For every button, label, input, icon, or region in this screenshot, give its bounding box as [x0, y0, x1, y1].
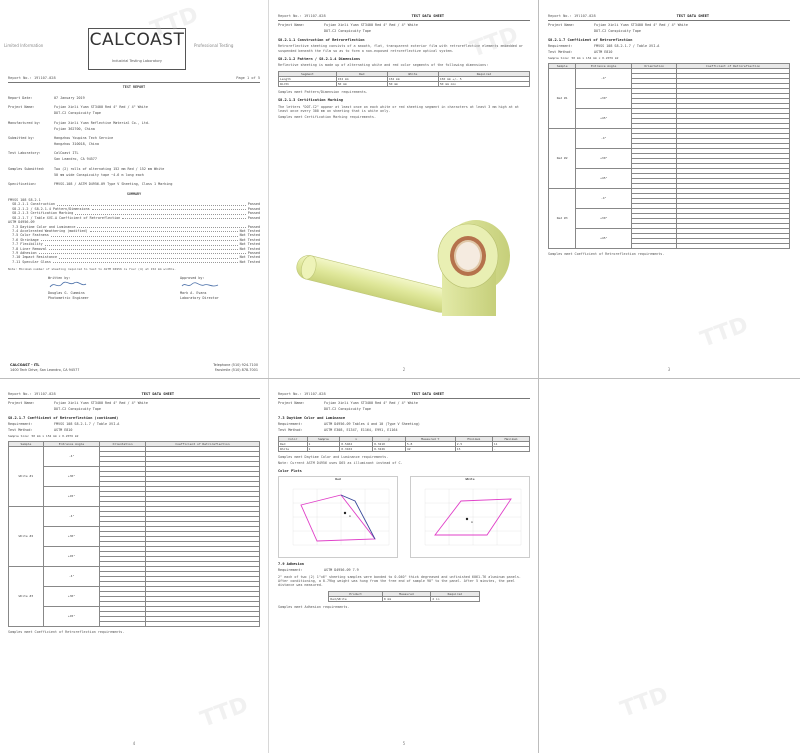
- summary-title: SUMMARY: [126, 191, 142, 196]
- sample-group-cell: White #3: [9, 566, 44, 626]
- adhesion-table: [328, 591, 479, 602]
- entrance-angle-cell: -4°: [43, 506, 99, 526]
- retro-table-red: [548, 63, 790, 249]
- lab-label: Test Laboratory:: [8, 151, 41, 156]
- page-2: Report No.: 19l107-028 TEST DATA SHEET Project Name: Fujian Xinli Yuan ST3400 Red 4" Red / 4" White DOT-C2 Conspicuity Tape S8.2.1.1 Construction of Retroreflection Retroreflective sheeting consists of a smooth, flat, transparent exterior film with retroreflective elements embedded or suspended beneath the film so as to form a non-exposed retroreflective optical system. S8.2.1.2 Pattern / S8.2.1.4 Dimensions Reflective sheeting is made up of alternating white and red color segments of the following dimensions: Segment Red White Required Length 152 mm 152 mm 150 mm +/- 5 Width 50 mm 50 mm 50 mm min Samples meet Pattern/Dimension requirements. S8.2.1.3 Certification Marking The letters "DOT-C2" appear at least once on each white or red sheeting segment in characters at least 3 mm high at at least once every 300 mm on sheeting that is white only. Samples meet Certification Marking requirements. 2: [272, 4, 536, 376]
- page-1: [2, 4, 266, 376]
- retro-white-result: Samples meet Coefficient of Retroreflection requirements.: [8, 629, 125, 634]
- table-cell: 152 mm: [387, 76, 438, 81]
- table-header-cell: Sample: [549, 63, 576, 68]
- retro-table-white: [8, 441, 260, 627]
- table-cell: 0 mm: [382, 596, 430, 601]
- manufacturer-2: Fujian 362700, China: [54, 126, 95, 131]
- table-cell: 152 mm: [336, 76, 387, 81]
- entrance-angle-cell: +45°: [43, 606, 99, 626]
- table-header-cell: Sample: [9, 441, 44, 446]
- summary-item: 7.11 Specular Gloss Not Tested: [8, 259, 260, 264]
- table-header-cell: Minimum: [455, 436, 492, 441]
- table-cell: Width: [279, 81, 337, 86]
- summary-item: S8.2.1.7 / Table XVI-A Coefficient of Retroreflection Passed: [8, 215, 260, 220]
- sample-size: Sample Size: 50 mm x 152 mm x 0.2076 m2: [548, 56, 619, 61]
- plot-white: [411, 481, 529, 555]
- table-cell: Length: [279, 76, 337, 81]
- entrance-angle-cell: +30°: [43, 586, 99, 606]
- adhesion-result: Samples meet Adhesion requirements.: [278, 604, 350, 609]
- report-title: TEST REPORT: [122, 85, 146, 90]
- table-header-cell: Measured Y: [405, 436, 455, 441]
- pattern-heading: S8.2.1.2 Pattern / S8.2.1.4 Dimensions: [278, 57, 361, 62]
- table-header-cell: Orientation: [100, 441, 146, 446]
- pattern-text: Reflective sheeting is made up of alternating white and red color segments of the following dimensions:: [278, 63, 489, 68]
- table-cell: 50 mm: [387, 81, 438, 86]
- table-header-cell: Orientation: [632, 63, 677, 68]
- sample-group-cell: White #2: [9, 506, 44, 566]
- submitted-by-2: Hangzhou 310018, China: [54, 142, 99, 147]
- table-cell: 0.3210: [373, 441, 406, 446]
- table-cell: 15: [455, 446, 492, 451]
- page-5-number: 5: [402, 740, 406, 746]
- table-header-cell: Product: [329, 591, 382, 596]
- watermark: TTD: [467, 22, 522, 63]
- summary-item: 7.7 Flexibility Not Tested: [8, 242, 260, 247]
- table-cell: 0.3102: [340, 446, 373, 451]
- table-header-cell: Sample: [307, 436, 340, 441]
- plot-red: [279, 481, 397, 555]
- plot-white-title: White: [465, 476, 475, 481]
- test-lab: CalCoast ITL: [54, 151, 79, 156]
- table-row: [279, 446, 530, 451]
- samples-2: 50 mm wide Conspicuity tape ~4.6 m long each: [54, 172, 144, 177]
- entrance-angle-cell: +45°: [43, 486, 99, 506]
- project-name: Fujian Xinli Yuan ST3400 Red 4" Red / 4" White: [54, 105, 148, 110]
- page-3-header: Report No.: 19l107-028 TEST DATA SHEET: [548, 14, 710, 18]
- report-date-label: Report Date:: [8, 95, 33, 100]
- report-date: 07 January 2019: [54, 95, 85, 100]
- tape-roll: [438, 220, 510, 316]
- rolled-tape-tube: [294, 253, 455, 315]
- spec-label: Specification:: [8, 182, 37, 187]
- construction-heading: S8.2.1.1 Construction of Retroreflection: [278, 37, 365, 42]
- page-4-number: 4: [132, 740, 136, 746]
- construction-text: Retroreflective sheeting consists of a smooth, flat, transparent exterior film with retroreflective elements embedded or suspended beneath the film so as to form a non-exposed retroreflective optical system.: [278, 44, 523, 53]
- page-1-header: [8, 76, 260, 80]
- page-4: Report No.: 19l107-028 TEST DATA SHEET Project Name: Fujian Xinli Yuan ST3400 Red 4" Red / 4" White DOT-C2 Conspicuity Tape S8.2.1.7 Coefficient of Retroreflection (continued) Requirement: FMVSS 108 S8.2.1.7 / Table XVI-A Test Method: ASTM E810 Sample Size: 50 mm x 152 mm x 0.2076 m2 Sample Entrance Angle Orientation Coefficient of Retroreflection White #1 -4° +30° +45° White #2 -4° +30° +45° White #3 -4° +30° +45° Samples meet Coefficient of Retroreflection requirements. 4: [2, 382, 266, 750]
- sample-group-cell: White #1: [9, 446, 44, 506]
- entrance-angle-cell: +45°: [43, 546, 99, 566]
- table-cell: 2.5: [455, 441, 492, 446]
- entrance-angle-cell: -4°: [576, 128, 632, 148]
- sample-group-cell: Red #2: [549, 128, 576, 188]
- table-cell: 50 mm min: [438, 81, 529, 86]
- table-header-cell: Entrance Angle: [576, 63, 632, 68]
- plot-red-title: Red: [335, 476, 341, 481]
- logo-left-tag: Limited Information: [4, 43, 44, 48]
- entrance-angle-cell: +30°: [576, 148, 632, 168]
- table-header-cell: White: [387, 71, 438, 76]
- color-note: Note: Current ASTM D4956 uses D65 as illuminant instead of C.: [278, 461, 403, 466]
- table-cell: [100, 621, 146, 626]
- table-cell: 42: [405, 446, 455, 451]
- table-cell: Red/White: [329, 596, 382, 601]
- specification: FMVSS-108 / ASTM D4956-09 Type V Sheeting, Class 1 Marking: [54, 182, 173, 187]
- watermark: TTD: [197, 692, 252, 733]
- approved-block: Approved by: Mark A. Evans Laboratory Director: [180, 275, 219, 300]
- manufacturer-label: Manufactured by:: [8, 120, 41, 125]
- table-cell: 0.5462: [340, 441, 373, 446]
- table-header-cell: Entrance Angle: [43, 441, 99, 446]
- entrance-angle-cell: +30°: [43, 466, 99, 486]
- pattern-result: Samples meet Pattern/Dimension requirements.: [278, 89, 368, 94]
- table-row: [279, 81, 530, 86]
- report-no-label: Report No.:: [8, 76, 32, 80]
- project-name-2: DOT-C2 Conspicuity Tape: [54, 111, 101, 116]
- summary-item: 7.9 Adhesion Passed: [8, 250, 260, 255]
- summary-item: 7.6 Shrinkage Not Tested: [8, 237, 260, 242]
- table-cell: 50 mm: [336, 81, 387, 86]
- summary-item: 7.5 Color Fastness Not Tested: [8, 233, 260, 238]
- sample-group-cell: Red #1: [549, 68, 576, 128]
- svg-text:A: A: [349, 514, 351, 519]
- page-divider-vertical: [538, 0, 539, 753]
- report-no: 19l107-028: [33, 76, 56, 80]
- page-4-header: Report No.: 19l107-028 TEST DATA SHEET: [8, 392, 175, 396]
- dimension-table: [278, 71, 530, 87]
- color-plots-heading: Color Plots: [278, 469, 302, 474]
- test-lab-2: San Leandro, CA 94577: [54, 157, 97, 162]
- table-cell: 2 in: [431, 596, 479, 601]
- logo-right-tag: Professional Testing: [194, 43, 234, 48]
- entrance-angle-cell: +30°: [576, 88, 632, 108]
- entrance-angle-cell: -4°: [576, 188, 632, 208]
- page-3-number: 3: [667, 366, 671, 372]
- entrance-angle-cell: +45°: [576, 108, 632, 128]
- logo-text: CALCOAST: [89, 30, 185, 50]
- table-header-cell: x: [340, 436, 373, 441]
- table-header-cell: Measured: [382, 591, 430, 596]
- watermark: TTD: [697, 312, 752, 353]
- table-header-cell: y: [373, 436, 406, 441]
- sample-group-cell: Red #3: [549, 188, 576, 248]
- summary-item: 7.4 Accelerated Weathering (modified) Not Tested: [8, 228, 260, 233]
- plot-red-container: [278, 476, 398, 558]
- table-header-cell: Required: [431, 591, 479, 596]
- marking-text: The letters "DOT-C2" appear at least once on each white or red sheeting segment in characters at least 3 mm high at at least once every 300 mm on sheeting that is white only.: [278, 104, 519, 114]
- color-heading: 7.3 Daytime Color and Luminance: [278, 415, 346, 420]
- table-header-cell: Color: [279, 436, 308, 441]
- entrance-angle-cell: +45°: [576, 168, 632, 188]
- written-block: Written by: Douglas G. Cummins Photometric Engineer: [48, 275, 89, 300]
- table-header-cell: Required: [438, 71, 529, 76]
- watermark: TTD: [617, 682, 672, 723]
- samples: Two (2) rolls of alternating 152 mm Red / 152 mm White: [54, 166, 165, 171]
- page-2-number: 2: [402, 366, 406, 372]
- approver-signature: [180, 280, 220, 290]
- table-cell: [677, 243, 790, 248]
- page-3: Report No.: 19l107-028 TEST DATA SHEET Project Name: Fujian Xinli Yuan ST3400 Red 4" Red / 4" White DOT-C2 Conspicuity Tape S8.2.1.7 Coefficient of Retroreflection Requirement: FMVSS 108 S8.2.1.7 / Table XVI-A Test Method: ASTM E810 Sample Size: 50 mm x 152 mm x 0.2076 m2 Sample Entrance Angle Orientation Coefficient of Retroreflection Red #1 -4° +30° +45° Red #2 -4° +30° +45° Red #3 -4° +30° +45° Samples meet Coefficient of Retroreflection requirements. 3: [542, 4, 796, 376]
- project-label: Project Name:: [8, 105, 35, 110]
- page-divider-horizontal: [0, 378, 800, 379]
- entrance-angle-cell: +45°: [576, 228, 632, 248]
- table-cell: [632, 243, 677, 248]
- page-5-header: Report No.: 19l107-028 TEST DATA SHEET: [278, 392, 445, 396]
- summary-item: ASTM D4956-09: [8, 220, 35, 225]
- table-header-cell: Segment: [279, 71, 337, 76]
- page-divider-vertical-bottom: [268, 380, 269, 753]
- samples-label: Samples Submitted:: [8, 166, 45, 171]
- watermark: TTD: [147, 2, 202, 43]
- table-header-cell: Coefficient of Retroreflection: [677, 63, 790, 68]
- summary-list: [8, 198, 260, 264]
- page-divider-vertical-top: [268, 0, 269, 380]
- summary-note: Note: Minimum number of sheeting required to test to ASTM D4956 is four (4) at 152 mm widths.: [8, 267, 176, 272]
- retro-red-result: Samples meet Coefficient of Retroreflection requirements.: [548, 251, 665, 256]
- red-sample-point: [344, 512, 346, 514]
- table-cell: 1: [307, 441, 340, 446]
- table-cell: 150 mm +/- 5: [438, 76, 529, 81]
- summary-item: FMVSS 108 S8.2.1: [8, 198, 41, 203]
- marking-result: Samples meet Certification Marking requirements.: [278, 115, 376, 120]
- table-cell: 1: [307, 446, 340, 451]
- marking-heading: S8.2.1.3 Certification Marking: [278, 98, 343, 103]
- page-1-footer: CALCOAST - ITL 1400 Tech Drive, San Leandro, CA 94577 Telephone (510) 924-7100 Facsimile (510) 878-7001: [10, 363, 258, 372]
- adhesion-text: 2" each of two (2) 1"x6" sheeting samples were bonded to 0.040" thick degreased and unfinished 6061-T6 aluminum panels. After conditioning, a 0.79kg weight was hung from the free end of sample 90° to the panel. After 5 minutes, the peel distance was measured.: [278, 574, 521, 588]
- entrance-angle-cell: -4°: [43, 446, 99, 466]
- color-result: Samples meet Daytime Color and Luminance requirements.: [278, 454, 389, 459]
- submitted-by: Hangzhou Youpins Tech Service: [54, 136, 114, 141]
- writer-signature: [48, 280, 88, 290]
- table-header-cell: Maximum: [492, 436, 529, 441]
- color-table: [278, 436, 530, 452]
- logo-subtitle: Industrial Testing Laboratory: [111, 59, 162, 63]
- summary-item: 7.8 Liner Removal Not Tested: [8, 246, 260, 251]
- product-photo: [272, 216, 532, 356]
- table-cell: Red: [279, 441, 308, 446]
- table-header-cell: Red: [336, 71, 387, 76]
- summary-item: S8.2.1.1 Construction Passed: [8, 202, 260, 207]
- table-cell: 5.8: [405, 441, 455, 446]
- table-cell: 0.3226: [373, 446, 406, 451]
- summary-item: 7.3 Daytime Color and Luminance Passed: [8, 224, 260, 229]
- table-cell: 11: [492, 441, 529, 446]
- table-cell: [145, 621, 259, 626]
- manufacturer: Fujian Xinli Yuan Reflective Material Co., Ltd.: [54, 120, 150, 125]
- adhesion-heading: 7.9 Adhesion: [278, 561, 304, 566]
- plot-white-container: [410, 476, 530, 558]
- entrance-angle-cell: +30°: [576, 208, 632, 228]
- summary-item: S8.2.1.2 / S8.2.1.4 Pattern/Dimensions Passed: [8, 206, 260, 211]
- svg-text:A: A: [471, 520, 473, 525]
- retro-heading: S8.2.1.7 Coefficient of Retroreflection: [548, 37, 633, 42]
- summary-item: S8.2.1.3 Certification Marking Passed: [8, 211, 260, 216]
- table-row: [329, 596, 479, 601]
- page-2-header: Report No.: 19l107-028 TEST DATA SHEET: [278, 14, 445, 18]
- table-header-cell: Coefficient of Retroreflection: [145, 441, 259, 446]
- table-cell: White: [279, 446, 308, 451]
- page-label: Page 1 of 5: [236, 76, 260, 80]
- entrance-angle-cell: +30°: [43, 526, 99, 546]
- submitted-label: Submitted by:: [8, 136, 35, 141]
- page-5: Report No.: 19l107-028 TEST DATA SHEET Project Name: Fujian Xinli Yuan ST3400 Red 4" Red / 4" White DOT-C2 Conspicuity Tape 7.3 Daytime Color and Luminance Requirement: ASTM D4956-09 Tables 4 and 10 (Type V Sheeting) Test Method: ASTM E308, E1347, E1164, E991, E1164 Color Sample x y Measured Y Minimum Maximum Red 1 0.5462 0.3210 5.8 2.5 11 White 1 0.3102 0.3226 42 15 - Samples meet Daytime Color and Luminance requirements. Note: Current ASTM D4956 uses D65 as illuminant instead of C. Color Plots Red A White A 7.9 Adhesion Requirement: ASTM D4956-09 7.9 2" each of two (2) 1"x6" sheeting samples were bonded to 0.040" thick degreased and unfinished 6061-T6 aluminum panels. After conditioning, a 0.79kg weight was hung from the free end of sample 90° to the panel. After 5 minutes, the peel distance was measured. Product Measured Required Red/White 0 mm 2 in Samples meet Adhesion requirements. 5: [272, 382, 536, 750]
- table-cell: -: [492, 446, 529, 451]
- entrance-angle-cell: -4°: [576, 68, 632, 88]
- summary-item: 7.10 Impact Resistance Not Tested: [8, 255, 260, 260]
- entrance-angle-cell: -4°: [43, 566, 99, 586]
- retro-cont-heading: S8.2.1.7 Coefficient of Retroreflection (continued): [8, 415, 119, 420]
- white-sample-point: [466, 518, 468, 520]
